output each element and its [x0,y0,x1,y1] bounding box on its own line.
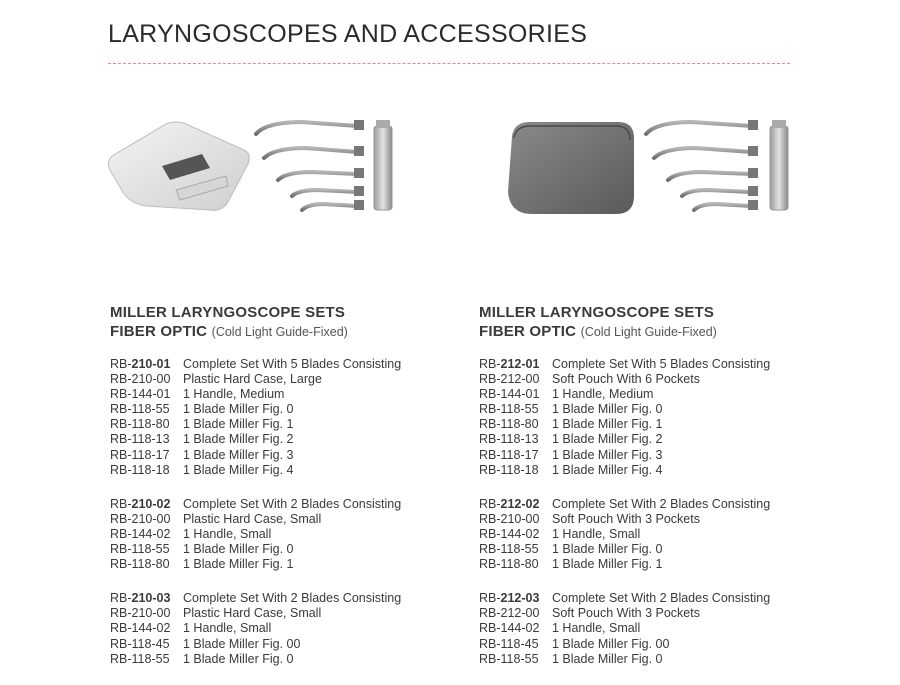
list-item [479,497,859,512]
item-code [479,372,552,387]
blade-base-icon [354,120,364,210]
list-item [110,557,490,572]
item-code-number: 118-17 [131,447,170,462]
item-code-prefix: RB- [479,557,501,572]
set-group [110,357,490,478]
item-description: 1 Blade Miller Fig. 4 [552,462,663,477]
item-code-prefix: RB- [110,526,132,541]
item-code [479,512,552,527]
item-code [110,527,183,542]
item-code-number: 118-13 [131,432,170,447]
item-code [479,402,552,417]
item-code-number: 118-45 [500,636,539,651]
list-item [110,621,490,636]
item-description: 1 Blade Miller Fig. 00 [183,636,301,651]
item-code [479,387,552,402]
item-code-number: 144-02 [131,526,171,541]
column-note: (Cold Light Guide-Fixed) [211,325,348,339]
item-code [479,448,552,463]
item-description: 1 Handle, Small [552,526,641,541]
item-code [479,497,552,512]
column-subtitle: FIBER OPTIC [479,323,577,340]
item-code [110,387,183,402]
item-code [479,652,552,667]
list-item [110,652,490,667]
item-code-number: 212-00 [500,372,540,387]
list-item [110,512,490,527]
list-item [110,448,490,463]
item-description: Soft Pouch With 6 Pockets [552,372,700,387]
list-item [479,542,859,557]
list-item [110,372,490,387]
title-divider [108,63,790,64]
item-code-prefix: RB- [479,357,501,371]
list-item [110,387,490,402]
list-item [479,621,859,636]
item-code-prefix: RB- [479,591,501,606]
item-code-number: 118-18 [131,462,170,477]
list-item [479,591,859,606]
item-code-prefix: RB- [479,447,501,462]
item-code-number: 118-55 [131,402,170,417]
page-title: LARYNGOSCOPES AND ACCESSORIES [108,20,588,48]
list-item [479,652,859,667]
item-code [110,463,183,478]
item-code [110,497,183,512]
item-code [479,527,552,542]
item-code-number: 118-17 [500,447,539,462]
list-item [479,372,859,387]
column-note: (Cold Light Guide-Fixed) [580,325,717,339]
item-code [110,606,183,621]
item-description: 1 Blade Miller Fig. 2 [552,432,663,447]
item-code-prefix: RB- [110,542,132,557]
item-code [110,402,183,417]
item-code-number: 144-02 [131,621,171,636]
item-code-number: 118-55 [500,651,539,666]
item-description: 1 Handle, Small [183,526,272,541]
item-code [479,591,552,606]
list-item [479,557,859,572]
item-description: 1 Blade Miller Fig. 0 [183,651,294,666]
item-description: 1 Handle, Small [552,621,641,636]
item-code-number: 144-02 [500,621,540,636]
item-code [110,448,183,463]
item-code-prefix: RB- [479,402,501,417]
item-code-prefix: RB- [479,651,501,666]
list-item [110,417,490,432]
item-code-prefix: RB- [110,387,132,402]
item-code-prefix: RB- [479,432,501,447]
item-description: 1 Handle, Small [183,621,272,636]
item-code-prefix: RB- [110,591,132,606]
laryngoscope-handle-icon [374,120,392,210]
item-code [110,542,183,557]
laryngoscope-handle-icon [770,120,788,210]
item-code-number: 212-01 [500,357,540,371]
soft-pouch-icon [508,122,634,214]
list-item [110,497,490,512]
item-code [479,621,552,636]
item-code-number: 118-80 [131,557,170,572]
item-description: Soft Pouch With 3 Pockets [552,511,700,526]
item-code-number: 118-55 [131,651,170,666]
list-item [479,606,859,621]
item-description: 1 Blade Miller Fig. 1 [552,557,663,572]
item-description: Complete Set With 5 Blades Consisting [552,357,771,371]
list-item [110,591,490,606]
item-code-prefix: RB- [479,542,501,557]
item-description: Soft Pouch With 3 Pockets [552,606,700,621]
item-code-prefix: RB- [110,417,132,432]
item-code-number: 118-13 [500,432,539,447]
column-subtitle: FIBER OPTIC [110,323,208,340]
item-code-number: 144-01 [131,387,171,402]
item-code [110,621,183,636]
item-code [479,557,552,572]
item-code-prefix: RB- [479,606,501,621]
item-description: 1 Blade Miller Fig. 2 [183,432,294,447]
item-code-prefix: RB- [479,387,501,402]
item-code [110,652,183,667]
item-description: Plastic Hard Case, Large [183,372,322,387]
item-code-number: 118-45 [131,636,170,651]
item-code-number: 118-55 [131,542,170,557]
item-code-prefix: RB- [110,621,132,636]
item-code-number: 210-03 [131,591,171,606]
item-code [110,637,183,652]
item-code-prefix: RB- [479,372,501,387]
item-code-number: 144-01 [500,387,540,402]
item-code [110,372,183,387]
item-description: 1 Blade Miller Fig. 00 [552,636,670,651]
item-description: 1 Handle, Medium [183,387,285,402]
item-code-number: 210-00 [131,606,171,621]
item-code-number: 118-80 [500,417,539,432]
list-item [110,606,490,621]
list-item [110,432,490,447]
item-code-prefix: RB- [110,357,132,371]
item-description: 1 Blade Miller Fig. 3 [552,447,663,462]
hard-case-set-image [106,108,426,228]
column-subtitle-row [110,322,490,342]
item-code-prefix: RB- [479,417,501,432]
item-code-number: 118-18 [500,462,539,477]
list-item [110,527,490,542]
item-code-prefix: RB- [110,402,132,417]
laryngoscope-blade-icon [256,122,358,210]
blade-base-icon [748,120,758,210]
item-code-number: 210-00 [131,511,171,526]
list-item [479,432,859,447]
soft-pouch-sets-column [479,303,859,667]
item-code-prefix: RB- [110,651,132,666]
item-code [110,432,183,447]
item-code [479,417,552,432]
item-code [479,606,552,621]
item-code-number: 212-02 [500,496,540,511]
item-code-prefix: RB- [110,636,132,651]
item-description: Complete Set With 2 Blades Consisting [183,591,402,606]
item-code-number: 210-01 [131,357,171,371]
item-description: 1 Blade Miller Fig. 3 [183,447,294,462]
item-description: 1 Blade Miller Fig. 0 [183,402,294,417]
item-code-prefix: RB- [479,496,501,511]
item-description: 1 Blade Miller Fig. 0 [552,651,663,666]
item-code-prefix: RB- [110,511,132,526]
list-item [479,637,859,652]
item-description: 1 Blade Miller Fig. 1 [183,557,294,572]
item-code-number: 210-02 [131,496,171,511]
item-description: 1 Blade Miller Fig. 1 [552,417,663,432]
hard-case-icon [108,122,249,210]
list-item [110,463,490,478]
list-item [479,402,859,417]
item-code-number: 118-80 [500,557,539,572]
list-item [479,387,859,402]
item-code-prefix: RB- [479,511,501,526]
list-item [110,402,490,417]
item-description: 1 Blade Miller Fig. 4 [183,462,294,477]
item-code-prefix: RB- [110,462,132,477]
item-code-number: 210-00 [131,372,171,387]
item-code-number: 210-00 [500,511,540,526]
set-groups [479,357,859,667]
item-code [479,432,552,447]
set-group [110,497,490,572]
item-description: Complete Set With 2 Blades Consisting [552,591,771,606]
list-item [110,357,490,372]
item-code [479,637,552,652]
list-item [479,512,859,527]
item-code-prefix: RB- [110,557,132,572]
list-item [110,637,490,652]
item-description: Plastic Hard Case, Small [183,606,322,621]
item-code-number: 212-00 [500,606,540,621]
column-title: MILLER LARYNGOSCOPE SETS [110,304,346,321]
laryngoscope-blade-icon [646,122,752,210]
list-item [479,357,859,372]
list-item [479,417,859,432]
item-description: 1 Blade Miller Fig. 1 [183,417,294,432]
list-item [479,463,859,478]
set-group [110,591,490,666]
item-code-number: 118-80 [131,417,170,432]
item-description: 1 Blade Miller Fig. 0 [552,542,663,557]
list-item [110,542,490,557]
item-code-prefix: RB- [110,496,132,511]
item-code-prefix: RB- [479,526,501,541]
item-code [110,557,183,572]
item-code [110,512,183,527]
hard-case-sets-column [110,303,490,667]
item-code [479,463,552,478]
item-code-prefix: RB- [110,606,132,621]
item-code-prefix: RB- [110,432,132,447]
item-code-prefix: RB- [479,462,501,477]
item-code [110,357,183,372]
item-code-prefix: RB- [479,636,501,651]
item-description: 1 Handle, Medium [552,387,654,402]
set-group [479,357,859,478]
item-code-number: 118-55 [500,542,539,557]
item-description: Complete Set With 5 Blades Consisting [183,357,402,371]
item-code [479,542,552,557]
set-groups [110,357,490,667]
item-code-prefix: RB- [110,372,132,387]
item-code-number: 118-55 [500,402,539,417]
item-code-prefix: RB- [479,621,501,636]
item-code [110,417,183,432]
item-description: 1 Blade Miller Fig. 0 [552,402,663,417]
item-description: Plastic Hard Case, Small [183,511,322,526]
item-code [110,591,183,606]
set-group [479,591,859,666]
list-item [479,527,859,542]
item-description: Complete Set With 2 Blades Consisting [183,496,402,511]
soft-pouch-set-image [500,108,820,228]
set-group [479,497,859,572]
item-description: Complete Set With 2 Blades Consisting [552,496,771,511]
column-title: MILLER LARYNGOSCOPE SETS [479,304,715,321]
item-description: 1 Blade Miller Fig. 0 [183,542,294,557]
item-code-number: 212-03 [500,591,540,606]
item-code-prefix: RB- [110,447,132,462]
item-code [479,357,552,372]
list-item [479,448,859,463]
column-subtitle-row [479,322,859,342]
item-code-number: 144-02 [500,526,540,541]
